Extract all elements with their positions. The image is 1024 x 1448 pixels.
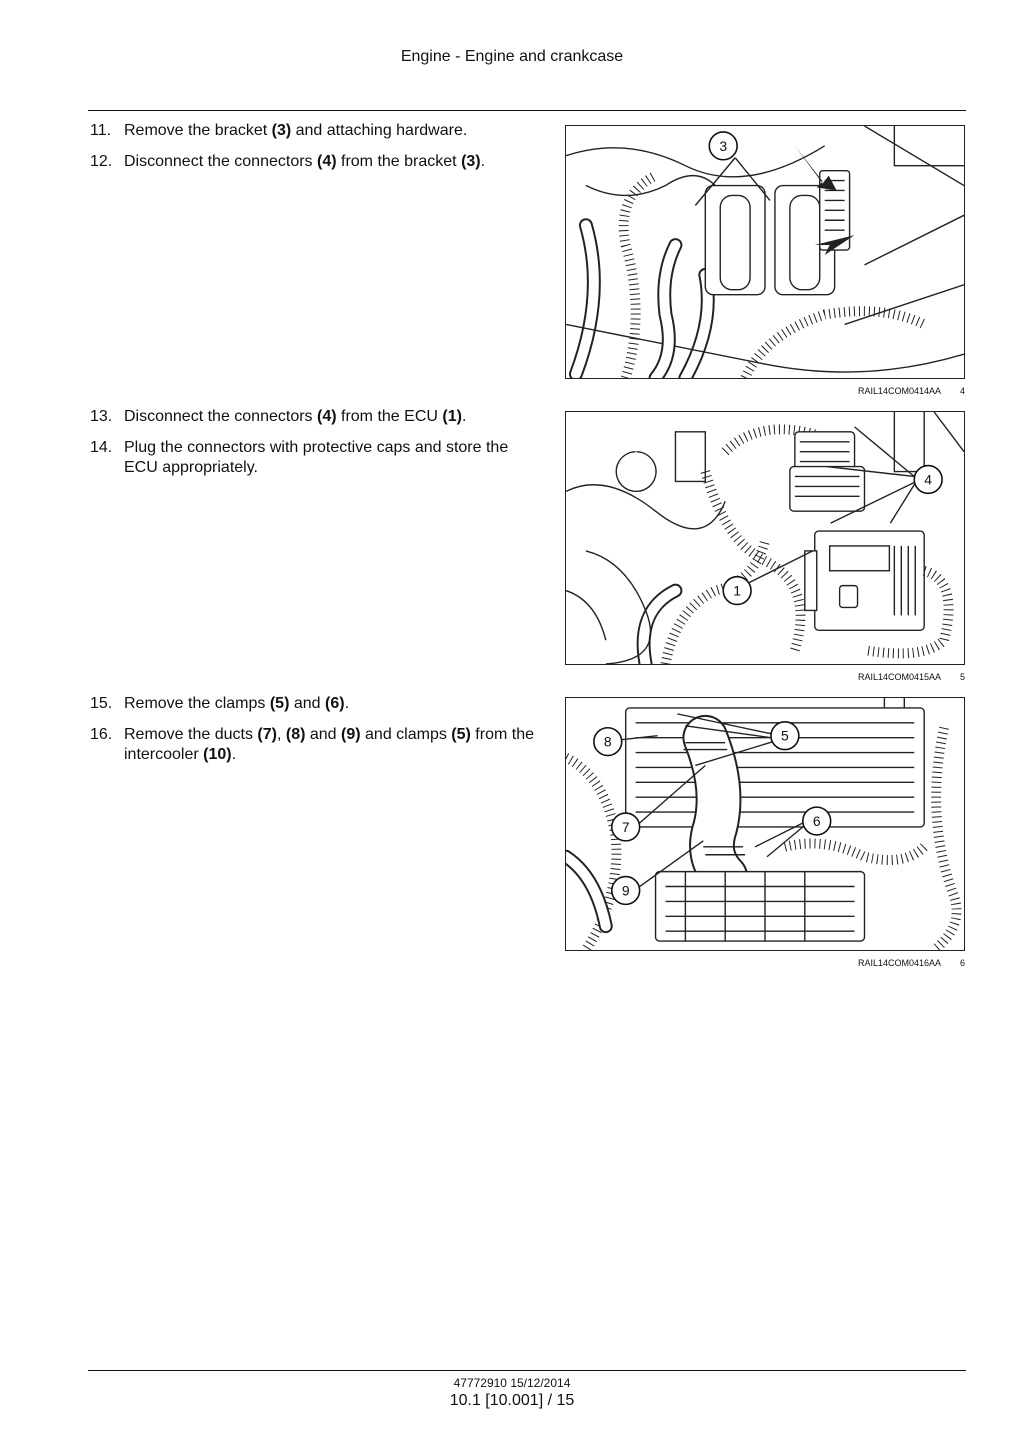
step-text: Disconnect the connectors	[124, 153, 317, 170]
figure-4-illustration	[565, 125, 965, 379]
svg-text:3: 3	[719, 137, 728, 154]
steps-section-2	[88, 407, 538, 489]
step-text: Plug the connectors with protective caps and store the ECU appropriately.	[124, 439, 509, 476]
figure-5-caption	[565, 672, 965, 684]
svg-text:8: 8	[603, 733, 612, 750]
figure-6-caption	[565, 958, 965, 970]
figure-4-caption	[565, 386, 965, 398]
callout-1	[723, 551, 813, 605]
part-ref: (7)	[257, 726, 277, 743]
step-number: 15.	[90, 695, 113, 712]
step-text: .	[344, 695, 350, 712]
figure-code: RAIL14COM0415AA	[857, 672, 941, 682]
step-15	[88, 694, 538, 714]
part-ref: (1)	[442, 408, 462, 425]
figure-code: RAIL14COM0414AA	[857, 386, 941, 396]
step-11	[88, 121, 538, 141]
figure-number: 5	[959, 672, 965, 682]
footer-page-number: 10.1 [10.001] / 15	[449, 1392, 575, 1409]
page-header-title: Engine - Engine and crankcase	[400, 48, 624, 65]
steps-section-3	[88, 694, 538, 776]
part-ref: (5)	[269, 695, 290, 712]
engine-line-art	[566, 412, 964, 664]
step-text: ,	[276, 726, 286, 743]
step-text: from the ECU	[336, 408, 443, 425]
part-ref: (5)	[451, 726, 471, 743]
part-ref: (10)	[203, 746, 232, 763]
step-text: .	[461, 408, 467, 425]
footer-rule	[88, 1370, 966, 1371]
step-number: 16.	[90, 726, 113, 743]
figure-6-illustration	[565, 697, 965, 951]
step-text: from the intercooler	[124, 726, 534, 763]
step-text: and	[305, 726, 342, 743]
part-ref: (8)	[285, 726, 306, 743]
figure-code: RAIL14COM0416AA	[857, 958, 941, 968]
part-ref: (3)	[271, 122, 292, 139]
svg-text:5: 5	[781, 727, 789, 744]
figure-number: 6	[959, 958, 965, 968]
step-text: and clamps	[360, 726, 452, 743]
steps-section-1	[88, 121, 538, 183]
figure-5-illustration	[565, 411, 965, 665]
step-16	[88, 725, 538, 765]
step-text: .	[231, 746, 237, 763]
svg-text:9: 9	[621, 882, 630, 899]
step-number: 12.	[90, 153, 113, 170]
part-ref: (6)	[325, 695, 345, 712]
step-text: and attaching hardware.	[291, 122, 468, 139]
step-text: and	[289, 695, 325, 712]
svg-text:1: 1	[733, 582, 742, 599]
step-text: Remove the clamps	[124, 695, 270, 712]
svg-text:6: 6	[812, 813, 821, 829]
step-text: Disconnect the connectors	[124, 408, 317, 425]
svg-text:7: 7	[621, 818, 630, 835]
figure-number: 4	[959, 386, 965, 396]
step-12	[88, 152, 538, 172]
svg-text:4: 4	[924, 471, 933, 488]
step-13	[88, 407, 538, 427]
part-ref: (4)	[317, 153, 337, 170]
part-ref: (9)	[341, 726, 361, 743]
step-number: 13.	[90, 408, 113, 425]
step-text: Remove the bracket	[124, 122, 272, 139]
step-number: 11.	[90, 122, 112, 139]
step-text: .	[480, 153, 486, 170]
part-ref: (4)	[317, 408, 337, 425]
part-ref: (3)	[461, 153, 481, 170]
footer-doc-code: 47772910 15/12/2014	[453, 1376, 571, 1390]
step-text: from the bracket	[336, 153, 462, 170]
header-rule	[88, 110, 966, 111]
engine-line-art	[566, 126, 964, 378]
step-number: 14.	[90, 439, 113, 456]
step-text: Remove the ducts	[124, 726, 258, 743]
step-14	[88, 438, 538, 478]
